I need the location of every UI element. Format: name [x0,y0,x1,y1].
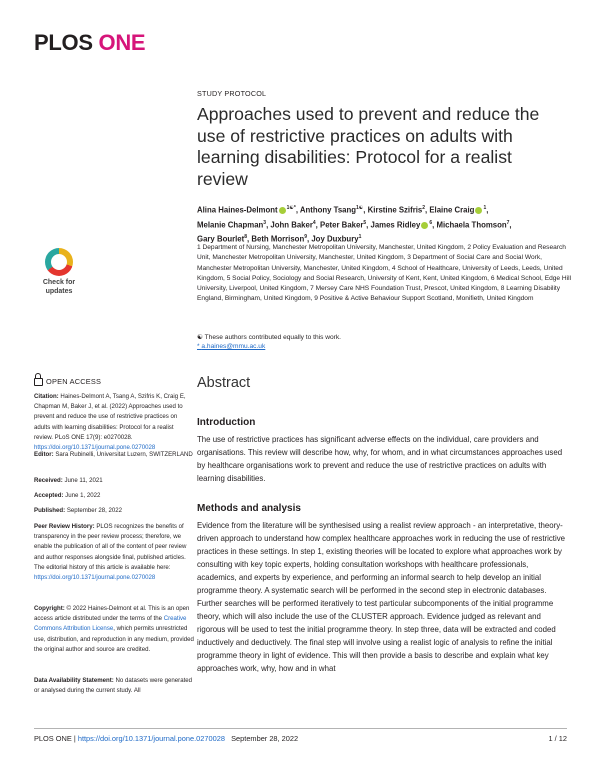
journal-logo [34,30,145,56]
published-text: September 28, 2022 [65,507,123,514]
page-number: 1 / 12 [548,734,567,743]
data-availability-block [34,676,194,696]
affiliations: 1 Department of Nursing, Manchester Metropolitan University, Manchester, United Kingdom, 2 Policy Evaluation and Research Unit, Manchester Metropolitan University, Manchester, United Kingdom, 3 Department of Social Care and Social Work, Manchester Metropolitan University, Manchester, United Kingdom, 4 School of Healthcare, University of Leeds, Leeds, United Kingdom, 5 Social Policy, Sociology and Social Research, University of Kent, Kent, United Kingdom, 6 Medical School, Edge Hill University, Liverpool, United Kingdom, 7 Mersey Care NHS Foundation Trust, Prescot, United Kingdom, 8 Learning Disability England, Birmingham, United Kingdom, 9 Positive & Active Behaviour Support Scotland, Monifieth, United Kingdom [197,244,572,303]
copyright-text: © 2022 Haines-Delmont et al. This is an open access article distributed under the terms of the [34,605,190,623]
accepted-text: June 1, 2022 [63,492,101,499]
orcid-icon[interactable] [279,207,286,214]
orcid-icon[interactable] [475,207,482,214]
footer-doi-link[interactable]: https://doi.org/10.1371/journal.pone.0270028 [77,734,225,743]
lock-open-icon [34,378,43,386]
author-sup: 4 [312,219,316,226]
email-link[interactable]: a.haines@mmu.ac.uk [201,343,266,350]
introduction-text: The use of restrictive practices has significant adverse effects on the individual, care providers and organisations. This review will describe how, why, for whom, and in what circumstances approaches used by healthcare organisations work to prevent and reduce the use of restrictive practices on adults with learning disabilities. [197,435,563,483]
author-sup: 1☯* [286,205,296,211]
citation-text: Haines-Delmont A, Tsang A, Szifris K, Craig E, Chapman M, Baker J, et al. (2022) Approaches used to prevent and reduce the use of restrictive practices on adults with learning disabilities: Protocol for a realist review. PLoS ONE 17(9): e0270028. [34,393,186,441]
methods-heading: Methods and analysis [197,503,301,514]
copyright-text-end: , which permits unrestricted use, distribution, and reproduction in any medium, provided the original author and source are credited. [34,625,194,653]
methods-text: Evidence from the literature will be synthesised using a realist review approach - an interpretative, theory-driven approach to understand how complex healthcare approaches work in reducing the use of restrictive practices in these settings. In step 1, existing theories will be located to explore what approaches work by consulting with key topic experts, holding consultation workshops with healthcare professionals, academics, and experts by experience, and performing an informal search to help develop an initial programme theory. A systematic search will be performed in the second step in electronic databases. Further searches will be performed iteratively to test particular subcomponents of the initial programme theory, which will also include the use of the CLUSTER approach. Evidence judged as relevant and rigorous will be used to test the initial programme theory. In step three, data will be extracted and coded inductively and deductively. The final step will involve using a realist logic of analysis to refine the initial programme theory in light of evidence. This will then provide a basis to describe and explain what key approaches work, why, how and in what [197,521,565,673]
logo-one: ONE [98,30,146,55]
crossmark-icon [45,248,73,276]
author-name[interactable]: John Baker [270,220,313,230]
editor-text: Sara Rubinelli, Universitat Luzern, SWITZERLAND [53,451,193,458]
equal-contribution-note: ☯ These authors contributed equally to this work. [197,334,341,341]
peer-review-link[interactable]: https://doi.org/10.1371/journal.pone.0270028 [34,574,156,582]
badge-line2: updates [45,288,73,295]
author-sup: 2 [422,205,426,211]
received-text: June 11, 2021 [62,477,103,484]
accepted-label: Accepted: [34,492,64,499]
peer-review-label: Peer Review History: [34,523,95,530]
copyright-block [34,604,194,655]
footer-rule [34,728,567,729]
article-title: Approaches used to prevent and reduce the use of restrictive practices on adults with learning disabilities: Protocol for a realist review [197,104,540,189]
author-sup: 1☯ [356,205,364,211]
author-sup: 1 [483,205,487,211]
author-sup: 8 [244,234,248,241]
author-name[interactable]: Peter Baker [320,220,364,230]
editor-label: Editor: [34,451,54,458]
author-name[interactable]: Alina Haines-Delmont [197,205,278,215]
data-availability-text: No datasets were generated or analysed during the current study. All [34,677,193,695]
open-access-text: OPEN ACCESS [46,377,102,386]
received-label: Received: [34,477,63,484]
email-prefix: * [197,343,202,350]
published-block [34,506,194,516]
article-type: STUDY PROTOCOL [197,89,267,98]
author-sup: 3 [263,219,267,226]
author-name[interactable]: Joy Duxbury [311,234,359,244]
accepted-block [34,491,194,501]
data-availability-label: Data Availability Statement: [34,677,114,684]
footer-journal: PLOS ONE [34,734,72,743]
author-sup: 9 [304,234,307,241]
author-name[interactable]: Elaine Craig [429,205,475,215]
logo-plos: PLOS [34,30,93,55]
footer-date: September 28, 2022 [231,734,299,743]
received-block [34,476,194,486]
badge-line1: Check for [42,279,76,286]
author-sup: 1 [358,234,362,241]
author-name[interactable]: Melanie Chapman [197,220,264,230]
author-name[interactable]: James Ridley [370,220,421,230]
author-name[interactable]: Beth Morrison [251,234,305,244]
author-name[interactable]: Gary Bourlet [197,234,245,244]
peer-review-text: PLOS recognizes the benefits of transparency in the peer review process; therefore, we enable the publication of all of the content of peer review and author responses alongside final, published articles. The editorial history of this article is available here: [34,523,187,571]
introduction-heading: Introduction [197,417,256,428]
footer-separator: | [71,734,78,743]
published-label: Published: [34,507,66,514]
author-sup: 5 [363,219,367,226]
peer-review-block [34,522,194,583]
check-for-updates-badge[interactable] [34,248,84,300]
citation-doi-link[interactable]: https://doi.org/10.1371/journal.pone.0270028 [34,444,156,452]
author-name[interactable]: Kirstine Szifris [367,205,423,215]
open-access-label [34,376,101,386]
author-list: Alina Haines-Delmont $^{1☯*}$, Anthony Tsang$^{1☯}$, Kirstine Szifris$^2$, Elaine Craig $^1$, Melanie Chapman$^3$, John Baker$^4$, Peter Baker$^5$, James Ridley $^6$, Michaela Thomson$^7$, Gary Bourlet$^8$, Beth Morrison$^9$, Joy Duxbury$^1$ [197,205,512,244]
citation-label: Citation: [34,393,59,400]
citation-block [34,392,194,453]
author-sup: 7 [506,219,510,226]
license-link[interactable]: Creative Commons Attribution License [34,615,187,633]
author-name[interactable]: Michaela Thomson [436,220,507,230]
author-sup: 6 [429,219,433,226]
orcid-icon[interactable] [421,222,428,229]
corresponding-email[interactable] [197,343,265,350]
abstract-heading: Abstract [197,375,251,391]
copyright-label: Copyright: [34,605,65,612]
author-name[interactable]: Anthony Tsang [299,205,357,215]
editor-block [34,450,194,460]
